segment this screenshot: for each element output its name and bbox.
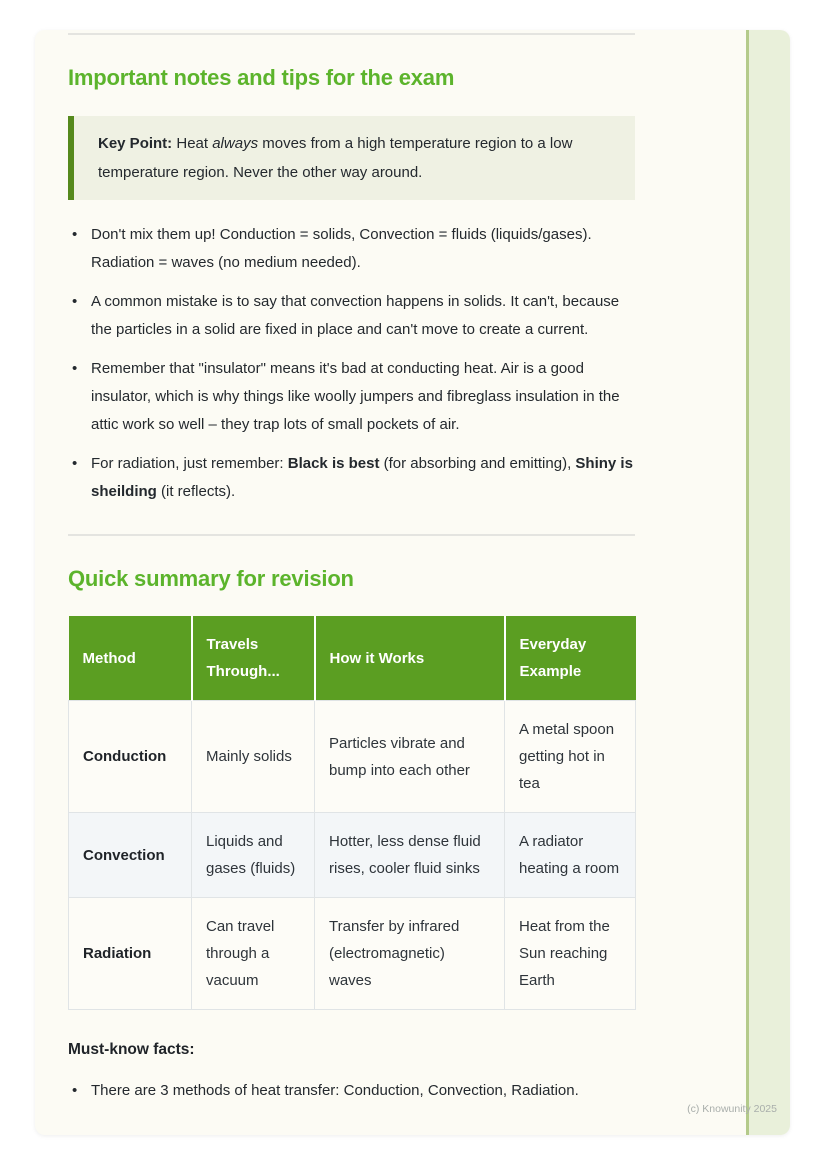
text-run: Don't mix them up! Conduction = solids, Convection = fluids (liquids/gases). Radiation = waves (no medium needed). (91, 226, 592, 271)
text-run: There are 3 methods of heat transfer: Conduction, Convection, Radiation. (91, 1082, 579, 1099)
text-run: (it reflects). (156, 483, 236, 500)
text-run: Key Point: (98, 135, 173, 152)
summary-section-title: Quick summary for revision (68, 566, 354, 591)
table-cell: Liquids and gases (fluids) (192, 813, 315, 898)
text-run: Remember that "insulator" means it's bad at conducting heat. Air is a good insulator, which is why things like woolly jumpers and fibreglass insulation in the attic work so well – they trap lots of small pockets of air. (91, 360, 620, 433)
table-head (69, 616, 636, 701)
text-run: (for absorbing and emitting), (379, 455, 576, 472)
table-header-cell: Method (69, 616, 192, 701)
list-item (68, 450, 635, 506)
table-cell: Radiation (69, 898, 192, 1010)
list-item (68, 221, 635, 277)
notes-section-title: Important notes and tips for the exam (68, 65, 455, 90)
facts-title: Must-know facts: (68, 1041, 195, 1058)
key-point-callout (68, 116, 635, 200)
table-cell: A radiator heating a room (505, 813, 636, 898)
table-cell: Mainly solids (192, 701, 315, 813)
text-run: Shiny is sheilding (91, 455, 633, 500)
text-run: For radiation, just remember: (91, 455, 288, 472)
table-body (69, 701, 636, 1010)
table-header-cell: How it Works (315, 616, 505, 701)
table-cell: Particles vibrate and bump into each other (315, 701, 505, 813)
text-run: moves from a high temperature region to a low temperature region. Never the other way around. (98, 135, 573, 181)
list-item (68, 355, 635, 439)
table-cell: Transfer by infrared (electromagnetic) waves (315, 898, 505, 1010)
facts-list (68, 1077, 635, 1105)
list-item (68, 288, 635, 344)
list-item (68, 1077, 635, 1105)
table-cell: A metal spoon getting hot in tea (505, 701, 636, 813)
table-row (69, 898, 636, 1010)
table-header-cell: Travels Through... (192, 616, 315, 701)
page-accent-strip (746, 30, 790, 1135)
section-divider (68, 534, 635, 536)
notes-list (68, 221, 635, 506)
table-header-cell: Everyday Example (505, 616, 636, 701)
document-content (68, 30, 635, 1105)
document-page (35, 30, 790, 1135)
text-run: Black is best (287, 455, 380, 472)
table-row (69, 813, 636, 898)
top-divider (68, 33, 635, 35)
table-cell: Convection (69, 813, 192, 898)
text-run: always (212, 135, 259, 152)
table-cell: Conduction (69, 701, 192, 813)
watermark: (c) Knowunity 2025 (687, 1103, 777, 1115)
table-cell: Hotter, less dense fluid rises, cooler fluid sinks (315, 813, 505, 898)
table-cell: Can travel through a vacuum (192, 898, 315, 1010)
text-run: A common mistake is to say that convection happens in solids. It can't, because the particles in a solid are fixed in place and can't move to create a current. (91, 293, 620, 338)
heat-transfer-summary-table (68, 616, 636, 1010)
key-point-text (98, 129, 613, 187)
table-row (69, 701, 636, 813)
text-run: Heat (172, 135, 213, 152)
table-cell: Heat from the Sun reaching Earth (505, 898, 636, 1010)
